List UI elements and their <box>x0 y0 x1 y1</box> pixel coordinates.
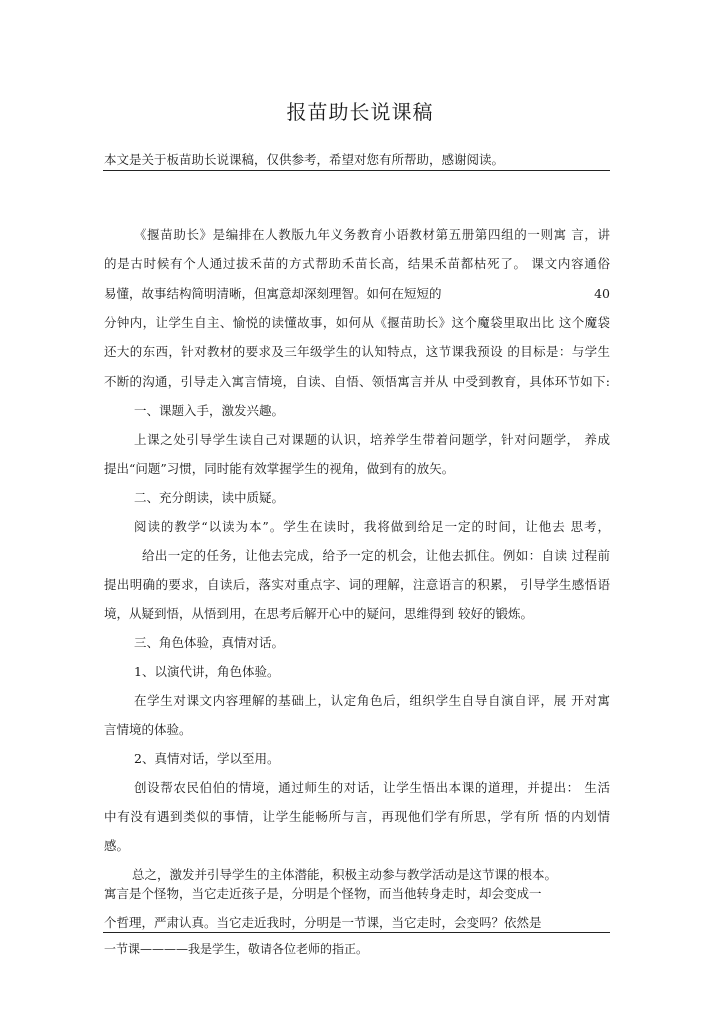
paragraph-line: 个哲理，严肃认真。当它走近我时，分明是一节课，当它走时，会变吗？依然是 <box>104 915 542 930</box>
paragraph-line: 在学生对课文内容理解的基础上，认定角色后，组织学生自导自演自评，展 开对寓 <box>134 693 610 708</box>
paragraph-line: 寓言是个怪物，当它走近孩子是，分明是个怪物，而当他转身走时，却会变成一 <box>104 886 542 901</box>
paragraph-line: 中有没有遇到类似的事情，让学生能畅所与言，再现他们学有所思，学有所 悟的内划情 <box>104 809 610 824</box>
paragraph-line: 感。 <box>104 838 130 853</box>
intro-text: 本文是关于板苗助长说课稿，仅供参考，希望对您有所帮助，感谢阅读。 <box>104 152 505 167</box>
paragraph-line: 总之，激发并引导学生的主体潜能，积极主动参与教学活动是这节课的根本。 <box>132 867 558 882</box>
paragraph-line: 还大的东西，针对教材的要求及三年级学生的认知特点，这节课我预设 的目标是：与学生 <box>104 344 610 359</box>
sub-heading: 1、以演代讲，角色体验。 <box>134 664 280 679</box>
paragraph-line: 境，从疑到悟，从悟到用，在思考后解开心中的疑问，思维得到 较好的锻炼。 <box>104 606 533 621</box>
paragraph-line: 分钟内，让学生自主、愉悦的读懂故事，如何从《揠苗助长》这个魔袋里取出比 这个魔袋 <box>104 315 610 330</box>
paragraph-line: 不断的沟通，引导走入寓言情境，自读、自悟、领悟寓言并从 中受到教育，具体环节如下: <box>104 374 610 389</box>
paragraph-line: 《揠苗助长》是编排在人教版九年义务教育小语教材第五册第四组的一则寓 言，讲 <box>134 227 610 242</box>
paragraph-line: 提出“问题”习惯，同时能有效掌握学生的视角，做到有的放矢。 <box>104 461 455 476</box>
closing-line: 一节课————我是学生，敬请各位老师的指正。 <box>104 942 369 956</box>
paragraph-line: 言情境的体验。 <box>104 722 192 737</box>
paragraph-line: 的是古时候有个人通过拔禾苗的方式帮助禾苗长高，结果禾苗都枯死了。 课文内容通俗 <box>104 256 610 271</box>
paragraph-line-number: 40 <box>594 286 610 301</box>
header-divider <box>103 170 610 171</box>
section-heading: 一、课题入手，激发兴趣。 <box>134 403 285 418</box>
section-heading: 三、角色体验，真情对话。 <box>134 635 285 650</box>
paragraph-line: 上课之处引导学生读自己对课题的认识，培养学生带着问题学，针对问题学， 养成 <box>134 432 610 447</box>
sub-heading: 2、真情对话，学以至用。 <box>134 751 280 766</box>
paragraph-line: 给出一定的任务，让他去完成，给予一定的机会，让他去抓住。例如：自读 过程前 <box>142 548 610 563</box>
paragraph-line: 阅读的教学“以读为本”。学生在读时，我将做到给足一定的时间，让他去 思考， <box>134 519 610 534</box>
page-title: 报苗助长说课稿 <box>286 100 434 124</box>
paragraph-line: 易懂，故事结构简明清晰，但寓意却深刻理智。如何在短短的 <box>104 286 442 301</box>
footer-divider <box>103 932 610 933</box>
paragraph-line: 提出明确的要求，自读后，落实对重点字、词的理解，注意语言的积累， 引导学生感悟语 <box>104 577 610 592</box>
paragraph-line: 创设帮农民伯伯的情境，通过师生的对话，让学生悟出本课的道理，并提出： 生活 <box>134 780 610 795</box>
section-heading: 二、充分朗读，读中质疑。 <box>134 490 285 505</box>
